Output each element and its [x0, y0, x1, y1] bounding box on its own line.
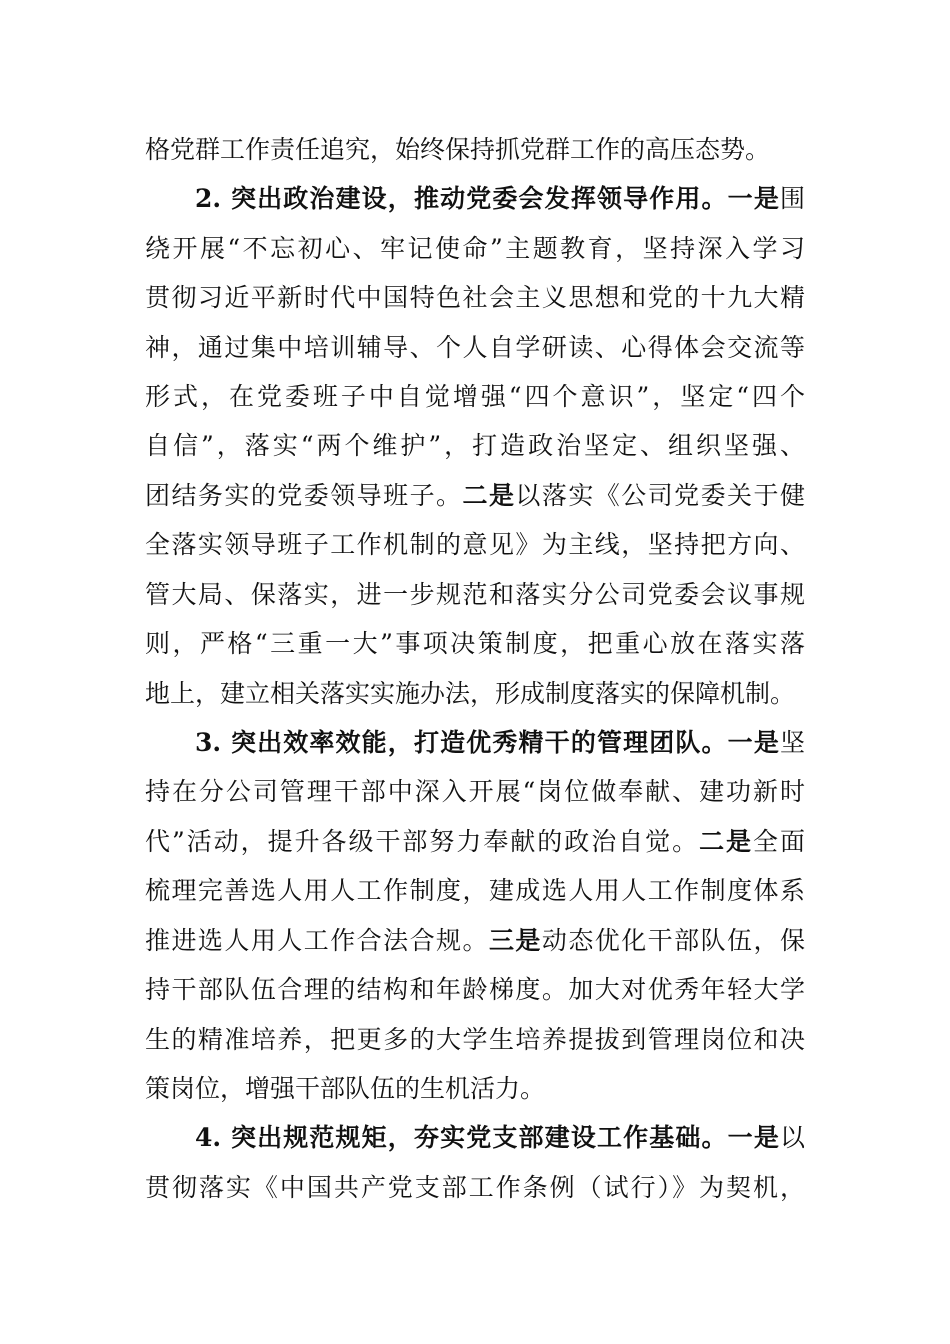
text-line [145, 328, 805, 368]
text-segment: 地上，建立相关落实实施办法，形成制度落实的保障机制。 [145, 679, 796, 708]
text-line [145, 674, 805, 714]
text-line [145, 130, 805, 170]
text-segment: 团结务实的党委领导班子。 [145, 481, 463, 510]
section-heading-line [195, 723, 805, 763]
text-segment: 坚 [779, 728, 805, 757]
text-line [145, 772, 805, 812]
text-segment: 绕开展“不忘初心、牢记使命”主题教育，坚持深入学习 [145, 234, 805, 263]
section-heading-2: 2. 突出政治建设，推动党委会发挥领导作用。一是 [195, 184, 780, 213]
text-line [145, 822, 805, 862]
text-line [145, 970, 805, 1010]
text-line [145, 871, 805, 911]
text-segment: 贯彻习近平新时代中国特色社会主义思想和党的十九大精 [145, 283, 805, 312]
text-segment: 生的精准培养，把更多的大学生培养提拔到管理岗位和决 [145, 1025, 805, 1054]
section-heading-line [195, 1118, 805, 1158]
text-segment: 围 [779, 184, 805, 213]
text-line [145, 921, 805, 961]
text-line [145, 624, 805, 664]
text-line [145, 1020, 805, 1060]
text-segment: 全面 [753, 827, 805, 856]
text-segment: 策岗位，增强干部队伍的生机活力。 [145, 1074, 546, 1103]
text-segment: 以 [779, 1123, 805, 1152]
text-segment: 神，通过集中培训辅导、个人自学研读、心得体会交流等 [145, 333, 805, 362]
text-segment: 贯彻落实《中国共产党支部工作条例（试行）》为契机， [145, 1173, 805, 1202]
text-segment: 格党群工作责任追究，始终保持抓党群工作的高压态势。 [145, 135, 771, 164]
text-segment: 全落实领导班子工作机制的意见》为主线，坚持把方向、 [145, 530, 805, 559]
text-segment: 管大局、保落实，进一步规范和落实分公司党委会议事规 [145, 580, 805, 609]
text-segment: 持在分公司管理干部中深入开展“岗位做奉献、建功新时 [145, 777, 805, 806]
section-heading-3: 3. 突出效率效能，打造优秀精干的管理团队。一是 [195, 728, 780, 757]
bold-marker: 二是 [462, 481, 516, 510]
text-segment: 以落实《公司党委关于健 [515, 481, 805, 510]
text-segment: 推进选人用人工作合法合规。 [145, 926, 489, 955]
text-line [145, 377, 805, 417]
text-segment: 则，严格“三重一大”事项决策制度，把重心放在落实落 [145, 629, 805, 658]
section-heading-4: 4. 突出规范规矩，夯实党支部建设工作基础。一是 [195, 1123, 780, 1152]
text-line [145, 426, 805, 466]
text-line [145, 525, 805, 565]
text-line [145, 1168, 805, 1208]
text-segment: 代”活动，提升各级干部努力奉献的政治自觉。 [145, 827, 700, 856]
text-line [145, 1069, 805, 1109]
text-line [145, 229, 805, 269]
text-segment: 持干部队伍合理的结构和年龄梯度。加大对优秀年轻大学 [145, 975, 805, 1004]
text-line [145, 575, 805, 615]
bold-marker: 三是 [488, 926, 542, 955]
text-segment: 形式，在党委班子中自觉增强“四个意识”，坚定“四个 [145, 382, 805, 411]
text-segment: 自信”，落实“两个维护”，打造政治坚定、组织坚强、 [145, 431, 805, 460]
text-segment: 动态优化干部队伍，保 [541, 926, 805, 955]
text-segment: 梳理完善选人用人工作制度，建成选人用人工作制度体系 [145, 876, 805, 905]
text-line [145, 278, 805, 318]
section-heading-line [195, 179, 805, 219]
bold-marker: 二是 [699, 827, 753, 856]
text-line [145, 476, 805, 516]
